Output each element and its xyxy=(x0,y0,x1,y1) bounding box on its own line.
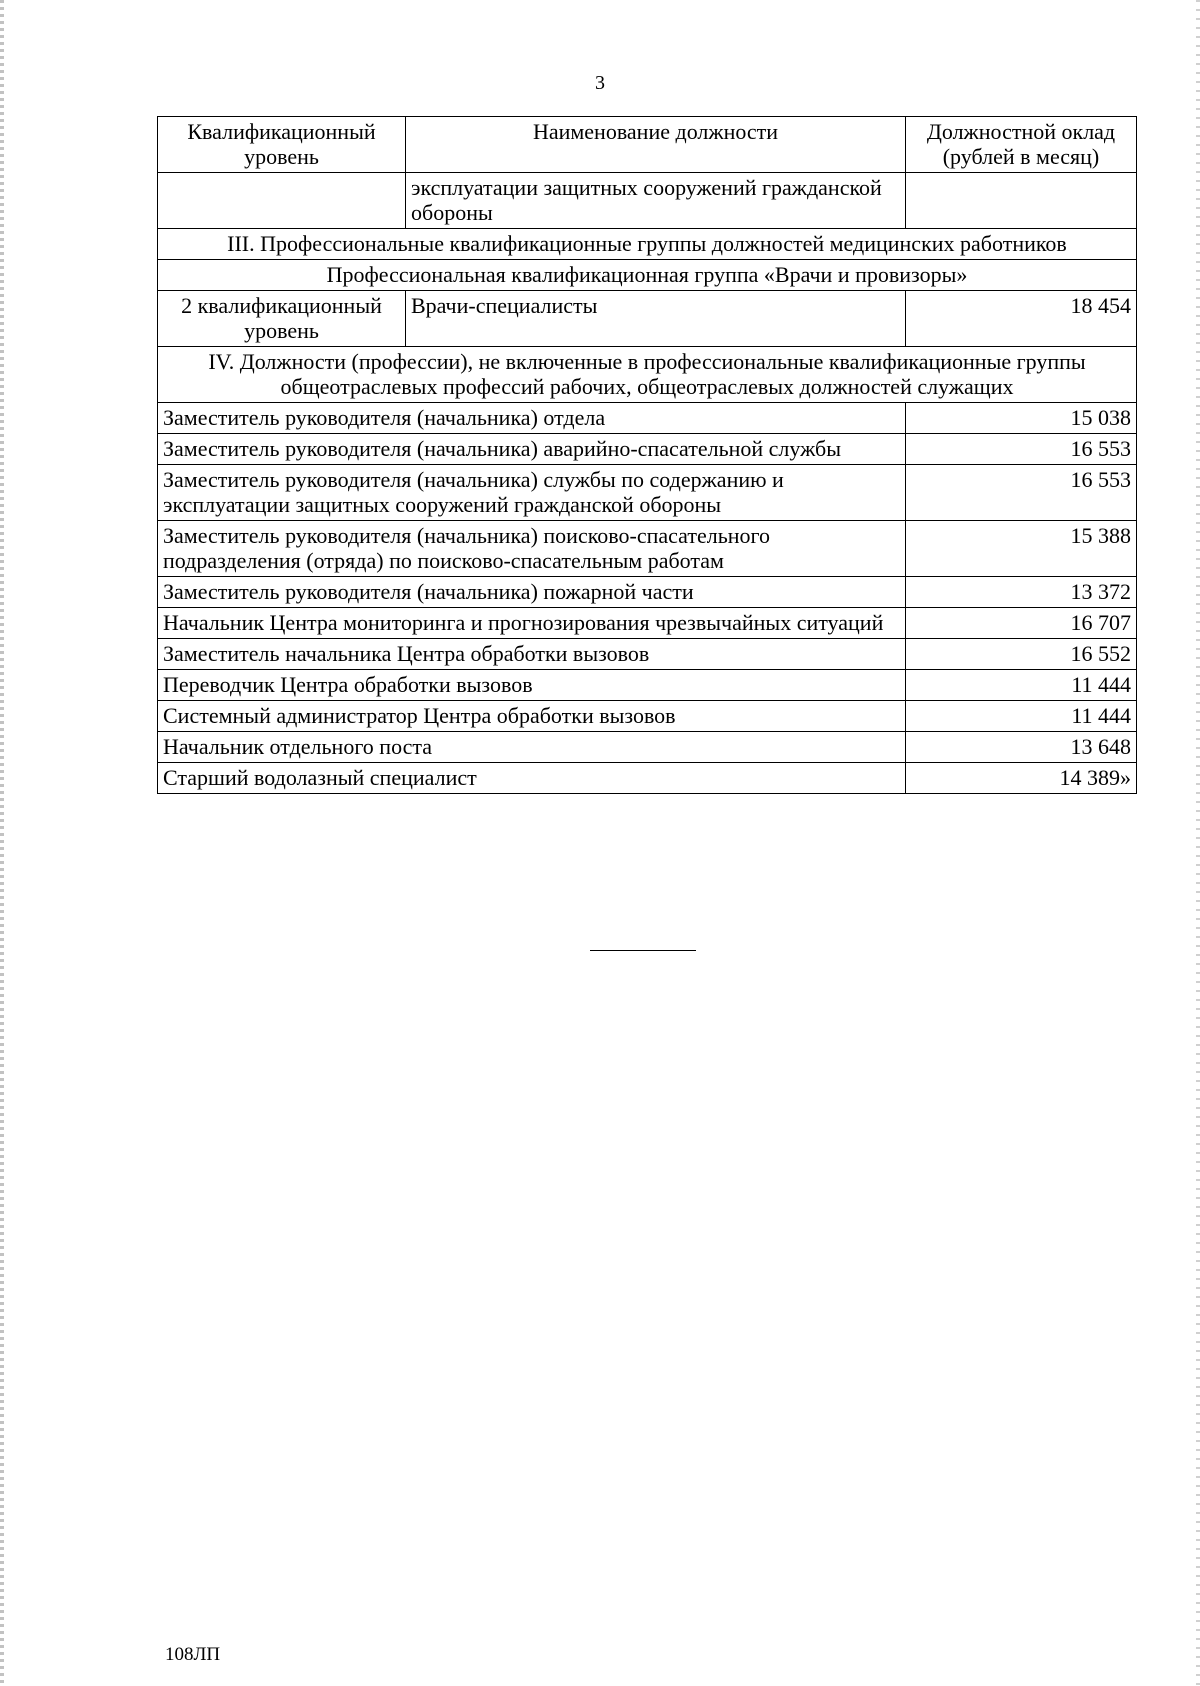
cell-salary: 13 372 xyxy=(906,577,1137,608)
header-level: Квалификационный уровень xyxy=(158,117,406,173)
table-row xyxy=(158,763,1137,794)
cell-position: Старший водолазный специалист xyxy=(158,763,906,794)
cell-position: Начальник отдельного поста xyxy=(158,732,906,763)
cell-salary: 16 707 xyxy=(906,608,1137,639)
cell-salary: 16 552 xyxy=(906,639,1137,670)
end-rule xyxy=(590,950,696,951)
cell-salary: 16 553 xyxy=(906,434,1137,465)
group-row xyxy=(158,260,1137,291)
table-row xyxy=(158,701,1137,732)
group-doctors-title: Профессиональная квалификационная группа «Врачи и провизоры» xyxy=(158,260,1137,291)
cell-position: Переводчик Центра обработки вызовов xyxy=(158,670,906,701)
table-row xyxy=(158,403,1137,434)
cell-salary xyxy=(906,173,1137,229)
cell-salary: 15 388 xyxy=(906,521,1137,577)
cell-position: Заместитель руководителя (начальника) аварийно-спасательной службы xyxy=(158,434,906,465)
header-position: Наименование должности xyxy=(406,117,906,173)
cell-level: 2 квалификационный уровень xyxy=(158,291,406,347)
page-number: 3 xyxy=(595,72,605,94)
scan-edge-left xyxy=(0,0,4,1686)
cell-salary: 11 444 xyxy=(906,701,1137,732)
cell-salary: 14 389» xyxy=(906,763,1137,794)
section-4-title: IV. Должности (профессии), не включенные в профессиональные квалификационные группы общеотраслевых профессий рабочих, общеотраслевых должностей служащих xyxy=(158,347,1137,403)
table-row xyxy=(158,465,1137,521)
cell-salary: 15 038 xyxy=(906,403,1137,434)
cell-position: Заместитель руководителя (начальника) отдела xyxy=(158,403,906,434)
section-row xyxy=(158,229,1137,260)
cell-position: Заместитель начальника Центра обработки вызовов xyxy=(158,639,906,670)
table-row xyxy=(158,608,1137,639)
table-row xyxy=(158,670,1137,701)
cell-position: Начальник Центра мониторинга и прогнозирования чрезвычайных ситуаций xyxy=(158,608,906,639)
table-row xyxy=(158,639,1137,670)
table-row xyxy=(158,291,1137,347)
cell-position: Заместитель руководителя (начальника) пожарной части xyxy=(158,577,906,608)
cell-position: Заместитель руководителя (начальника) поисково-спасательного подразделения (отряда) по поисково-спасательным работам xyxy=(158,521,906,577)
document-code: 108ЛП xyxy=(165,1644,221,1665)
cell-position: Заместитель руководителя (начальника) службы по содержанию и эксплуатации защитных сооружений гражданской обороны xyxy=(158,465,906,521)
table-header-row xyxy=(158,117,1137,173)
cell-salary: 13 648 xyxy=(906,732,1137,763)
cell-position: Системный администратор Центра обработки вызовов xyxy=(158,701,906,732)
table-row xyxy=(158,521,1137,577)
cell-salary: 16 553 xyxy=(906,465,1137,521)
cell-salary: 11 444 xyxy=(906,670,1137,701)
section-3-title: III. Профессиональные квалификационные группы должностей медицинских работников xyxy=(158,229,1137,260)
cell-level xyxy=(158,173,406,229)
table-row xyxy=(158,577,1137,608)
cell-salary: 18 454 xyxy=(906,291,1137,347)
table-row xyxy=(158,173,1137,229)
header-salary: Должностной оклад (рублей в месяц) xyxy=(906,117,1137,173)
salary-table xyxy=(157,116,1137,794)
section-row xyxy=(158,347,1137,403)
table-row xyxy=(158,434,1137,465)
scan-edge-right xyxy=(1196,0,1200,1686)
cell-position: эксплуатации защитных сооружений гражданской обороны xyxy=(406,173,906,229)
cell-position: Врачи-специалисты xyxy=(406,291,906,347)
table-row xyxy=(158,732,1137,763)
